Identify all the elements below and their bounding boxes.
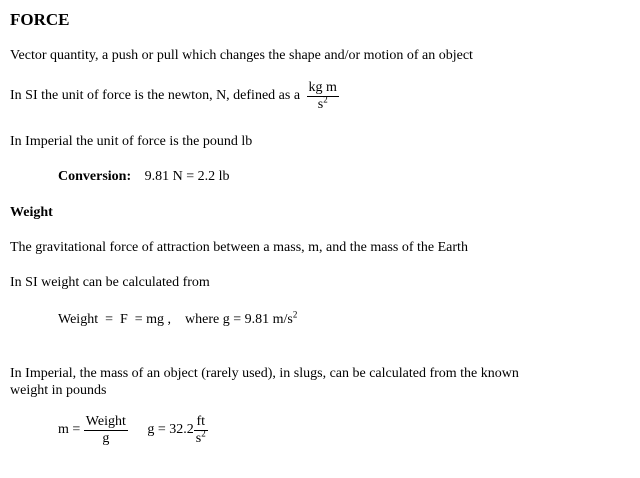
- mass-formula-lhs: m =: [58, 422, 81, 438]
- si-unit-fraction: [307, 80, 339, 113]
- g-value-denominator: [194, 428, 208, 447]
- si-unit-text: In SI the unit of force is the newton, N, defined as a: [10, 88, 301, 104]
- weight-formula: [58, 309, 298, 329]
- conversion-value: 9.81 N = 2.2 lb: [144, 169, 230, 184]
- si-unit-denominator-exp: 2: [323, 94, 328, 105]
- page-title: FORCE: [10, 10, 70, 29]
- mass-formula: [58, 414, 208, 447]
- g-value-denominator-base: s: [195, 431, 202, 447]
- mass-formula-denominator: g: [102, 431, 110, 447]
- g-value-fraction: [194, 414, 208, 447]
- si-unit-denominator-base: s: [317, 97, 324, 113]
- mass-formula-numerator: Weight: [84, 414, 128, 431]
- g-value-denominator-exp: 2: [201, 428, 206, 439]
- weight-formula-text: Weight = F = mg , where g = 9.81 m/s: [58, 312, 293, 327]
- si-unit-denominator: [307, 94, 339, 113]
- si-weight-text: In SI weight can be calculated from: [10, 275, 210, 290]
- conversion-label: Conversion:: [58, 169, 132, 184]
- g-value-numerator: ft: [194, 414, 208, 431]
- weight-formula-exp: 2: [292, 309, 298, 320]
- imperial-unit-line: In Imperial the unit of force is the pound lb: [10, 134, 253, 149]
- imperial-mass-line2: weight in pounds: [10, 383, 107, 398]
- conversion-line: [58, 169, 230, 186]
- mass-formula-fraction: [84, 414, 128, 447]
- weight-definition: The gravitational force of attraction between a mass, m, and the mass of the Earth: [10, 240, 468, 255]
- si-unit-line: [10, 80, 339, 113]
- force-definition: Vector quantity, a push or pull which changes the shape and/or motion of an object: [10, 48, 473, 63]
- weight-heading: Weight: [10, 205, 53, 220]
- g-value-text: g = 32.2: [147, 422, 194, 438]
- si-unit-numerator: kg m: [307, 80, 339, 97]
- imperial-mass-line1: In Imperial, the mass of an object (rarely used), in slugs, can be calculated from the known: [10, 366, 519, 381]
